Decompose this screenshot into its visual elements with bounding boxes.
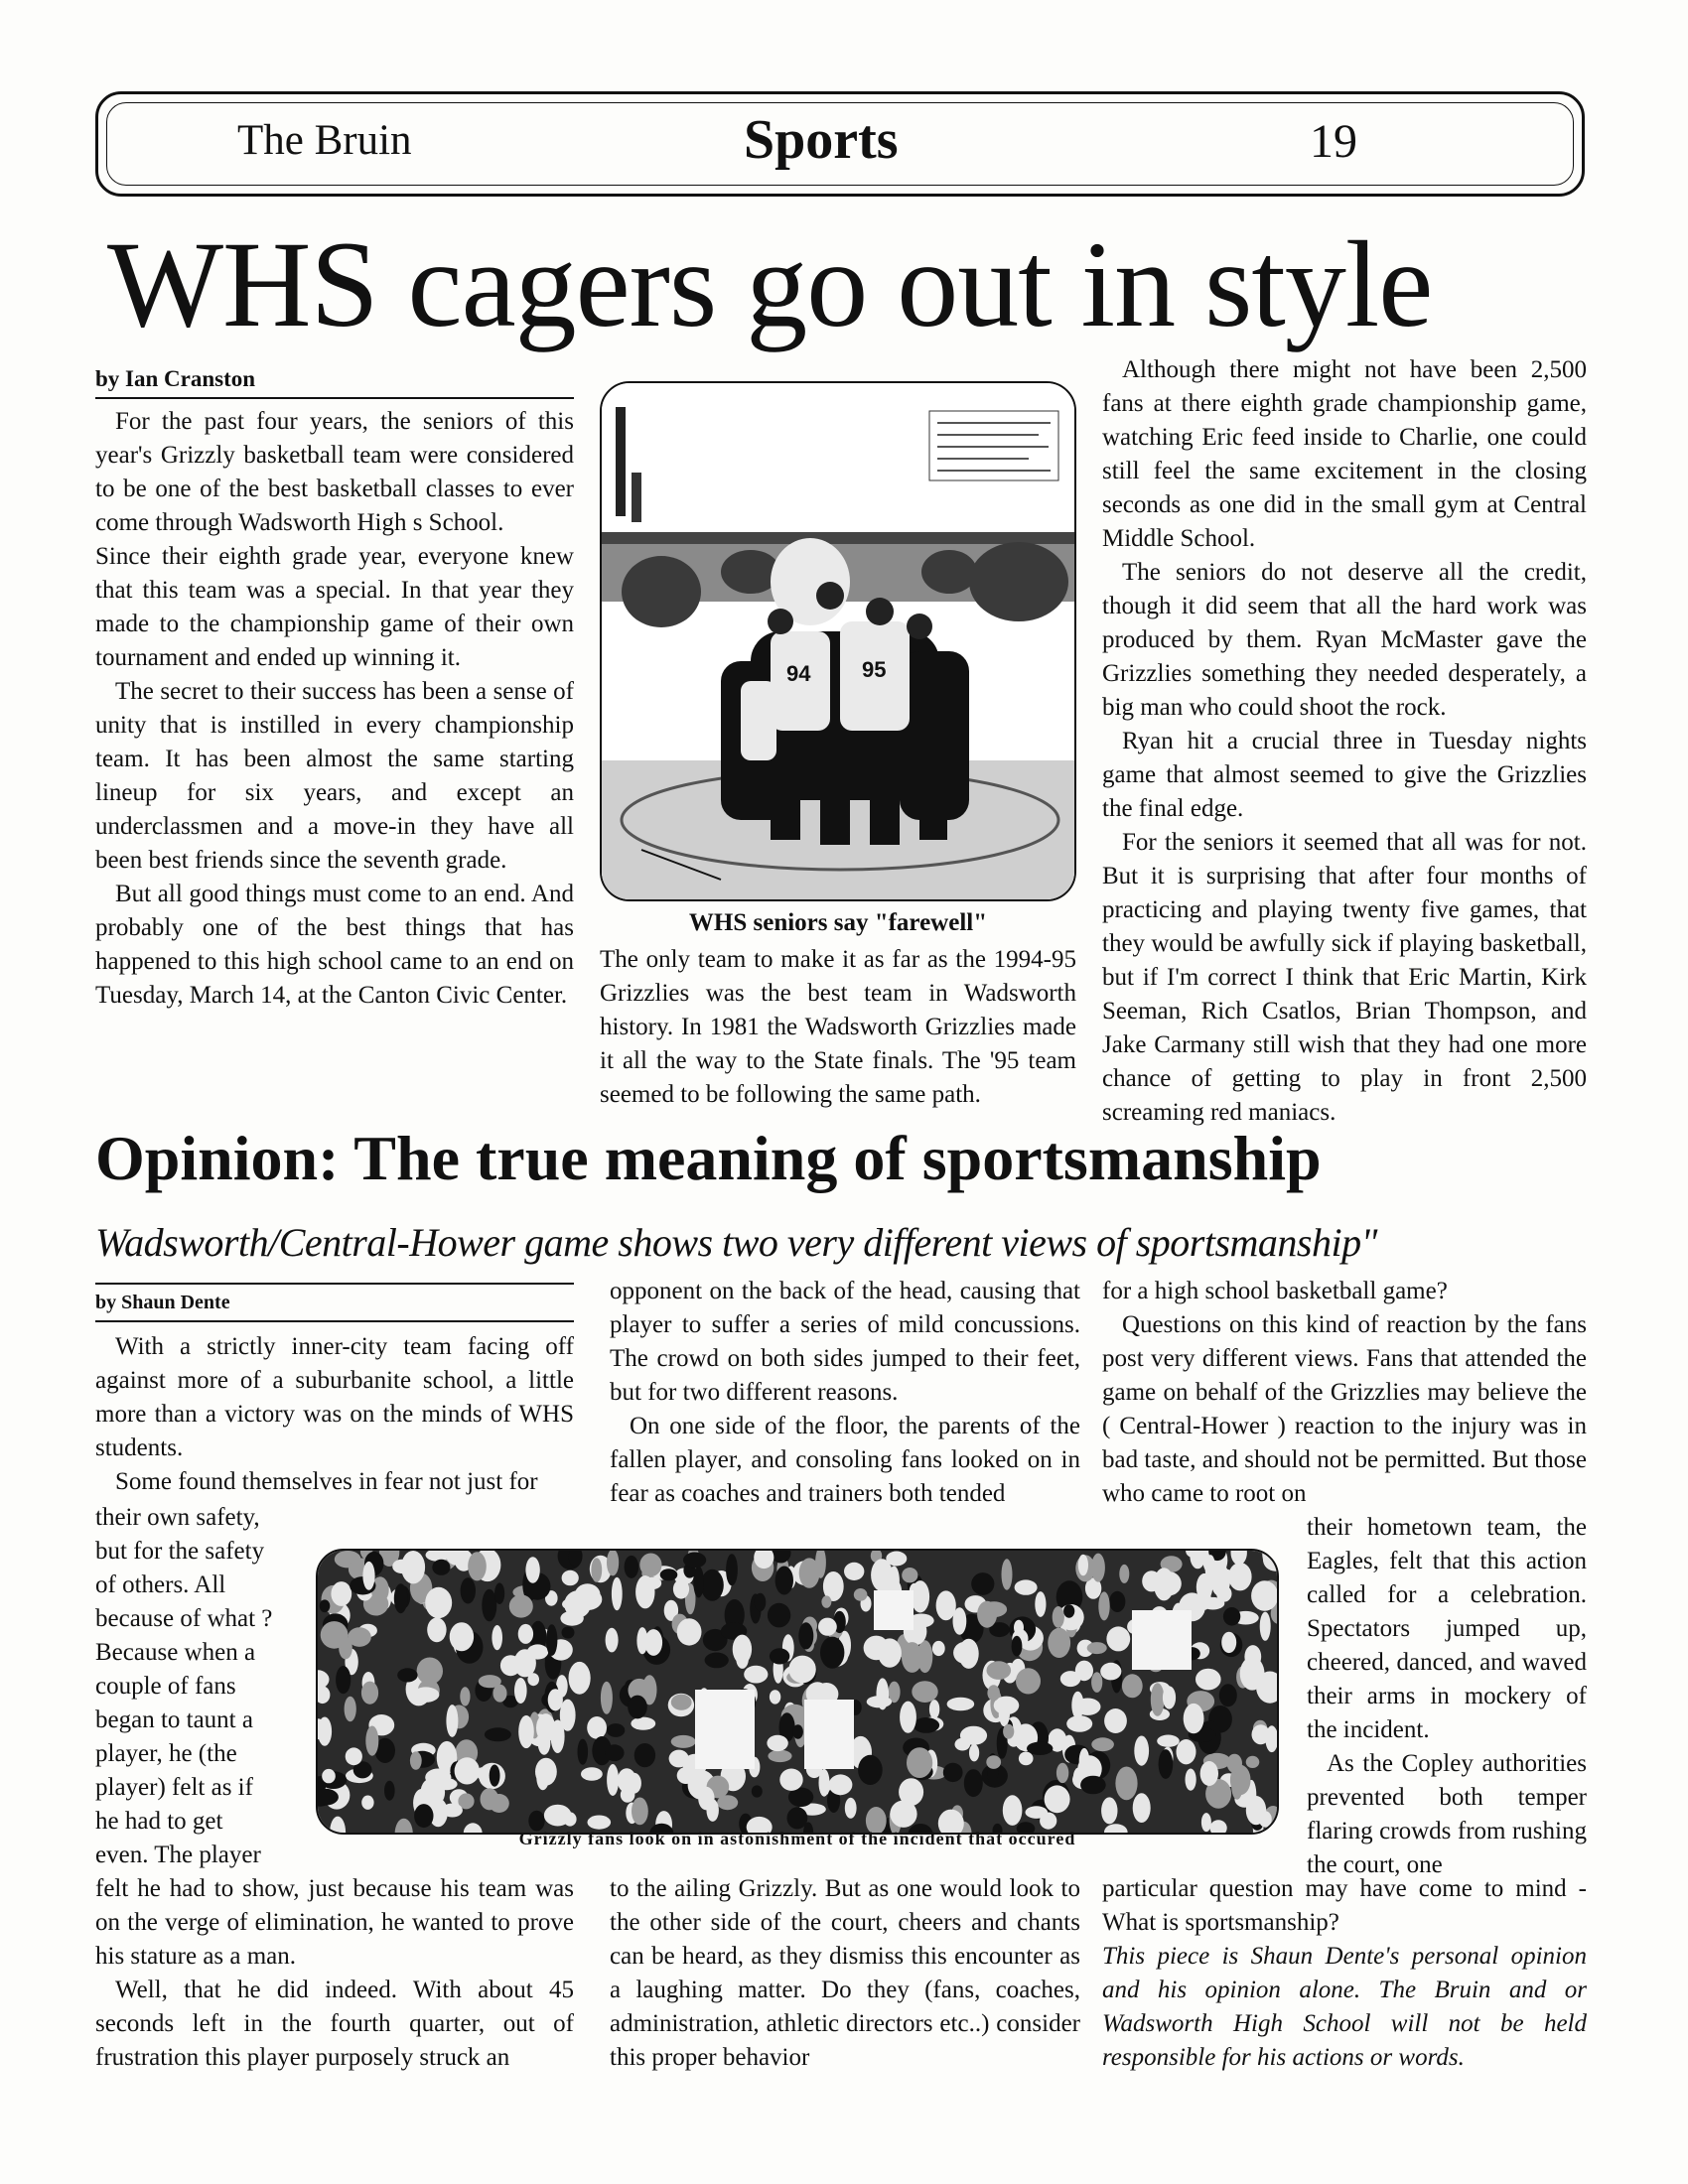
story2-column-1-top: [95, 1283, 574, 1499]
crowd-texture-blob: [627, 1773, 641, 1794]
paragraph: The only team to make it as far as the 1994-95 Grizzlies was the best team in Wadsworth history. In 1981 the Wadsworth Grizzlies made it all the way to the State finals. The '95 team seemed to be following the same path.: [600, 946, 1076, 1108]
crowd-texture-blob: [964, 1769, 983, 1797]
crowd-texture-blob: [336, 1666, 351, 1694]
crowd-texture-blob: [625, 1556, 639, 1578]
crowd-texture-blob: [518, 1624, 533, 1644]
crowd-texture-blob: [581, 1767, 603, 1781]
crowd-texture-blob: [1134, 1736, 1149, 1766]
crowd-texture-blob: [752, 1785, 763, 1797]
crowd-texture-blob: [914, 1717, 940, 1733]
story1-byline: by Ian Cranston: [95, 365, 574, 399]
fan-sign: [695, 1690, 755, 1769]
crowd-texture-blob: [1040, 1813, 1056, 1830]
crowd-texture-blob: [929, 1700, 939, 1718]
crowd-texture-blob: [902, 1568, 917, 1582]
crowd-texture-blob: [346, 1747, 362, 1765]
paragraph: particular question may have come to mind - What is sportsmanship?: [1102, 1875, 1587, 1936]
masthead-paper-name: The Bruin: [237, 117, 412, 164]
crowd-texture-blob: [969, 1744, 979, 1761]
crowd-texture-blob: [1003, 1724, 1014, 1739]
crowd-texture-blob: [485, 1727, 511, 1741]
crowd-texture-blob: [1210, 1565, 1230, 1597]
crowd-photo-illustration: [318, 1551, 1279, 1835]
crowd-texture-blob: [1246, 1756, 1260, 1768]
crowd-texture-blob: [536, 1765, 549, 1790]
crowd-texture-blob: [788, 1656, 815, 1684]
crowd-texture-blob: [384, 1781, 395, 1801]
crowd-texture-blob: [986, 1755, 1001, 1769]
crowd-texture-blob: [844, 1563, 864, 1580]
crowd-texture-blob: [932, 1641, 945, 1656]
crowd-texture-blob: [705, 1653, 729, 1669]
crowd-texture-blob: [605, 1744, 625, 1761]
crowd-texture-blob: [779, 1769, 802, 1791]
crowd-texture-blob: [1228, 1563, 1251, 1590]
crowd-texture-blob: [1045, 1785, 1070, 1813]
crowd-texture-blob: [1098, 1591, 1109, 1620]
crowd-texture-blob: [601, 1682, 613, 1714]
crowd-texture-blob: [698, 1787, 714, 1811]
crowd-texture-blob: [1159, 1749, 1174, 1779]
crowd-texture-blob: [643, 1577, 661, 1589]
paragraph: Since their eighth grade year, everyone knew that this team was a special. In that year they made to the championship game of their own tournament and ended up winning it.: [95, 543, 574, 671]
crowd-texture-blob: [1196, 1573, 1212, 1601]
crowd-texture-blob: [767, 1735, 787, 1751]
crowd-texture-blob: [460, 1687, 470, 1706]
paragraph: The seniors do not deserve all the credit, though it did seem that all the hard work was produced by them. Ryan McMaster gave the Grizzlies something they needed desperately, a big man who could shoot the rock.: [1102, 559, 1587, 721]
crowd-texture-blob: [1244, 1645, 1261, 1668]
story1-column-3: [1102, 353, 1587, 1130]
crowd-texture-blob: [858, 1755, 883, 1785]
crowd-texture-blob: [936, 1590, 956, 1620]
crowd-texture-blob: [562, 1626, 575, 1638]
crowd-texture-blob: [607, 1764, 619, 1796]
crowd-texture-blob: [644, 1629, 662, 1656]
crowd-texture-blob: [318, 1717, 332, 1746]
crowd-texture-blob: [669, 1750, 689, 1768]
crowd-texture-blob: [1200, 1761, 1218, 1786]
crowd-texture-blob: [546, 1624, 557, 1656]
crowd-texture-blob: [494, 1582, 504, 1604]
masthead-page-number: 19: [1310, 115, 1357, 168]
story1-col1-text: [95, 405, 574, 1013]
crowd-texture-blob: [634, 1743, 655, 1767]
crowd-texture-blob: [362, 1562, 374, 1590]
crowd-texture-blob: [878, 1638, 902, 1667]
crowd-texture-blob: [427, 1617, 446, 1642]
crowd-texture-blob: [492, 1625, 502, 1650]
crowd-texture-blob: [1091, 1737, 1114, 1751]
crowd-texture-blob: [588, 1816, 612, 1830]
crowd-texture-blob: [987, 1661, 1012, 1680]
crowd-texture-blob: [525, 1557, 539, 1582]
crowd-texture-blob: [432, 1560, 450, 1575]
crowd-texture-blob: [509, 1594, 533, 1617]
crowd-texture-blob: [1056, 1763, 1068, 1783]
seniors-photo-caption: WHS seniors say "farewell": [688, 909, 988, 936]
svg-text:94: 94: [786, 661, 811, 686]
crowd-texture-blob: [744, 1666, 768, 1684]
crowd-texture-blob: [461, 1577, 476, 1603]
crowd-texture-blob: [899, 1778, 923, 1806]
crowd-texture-blob: [514, 1678, 527, 1704]
crowd-texture-blob: [1259, 1811, 1272, 1827]
crowd-texture-blob: [726, 1554, 738, 1585]
paragraph: The secret to their success has been a sense of unity that is instilled in every championship team. It has been almost the same starting lineup for six years, and except an underclassmen and a move-in they have all been best friends since the seventh grade.: [95, 678, 574, 874]
crowd-texture-blob: [436, 1778, 458, 1790]
crowd-texture-blob: [671, 1695, 692, 1710]
crowd-texture-blob: [321, 1621, 349, 1649]
crowd-texture-blob: [587, 1716, 607, 1739]
masthead-section-name: Sports: [744, 109, 899, 171]
crowd-texture-blob: [322, 1769, 336, 1783]
masthead-banner: [95, 91, 1585, 197]
crowd-texture-blob: [1087, 1642, 1107, 1654]
crowd-texture-blob: [320, 1599, 331, 1612]
paragraph: With a strictly inner-city team facing off against more of a suburbanite school, a little more than a victory was on the minds of WHS students.: [95, 1333, 574, 1461]
crowd-texture-blob: [481, 1788, 499, 1810]
crowd-texture-blob: [607, 1723, 625, 1737]
crowd-texture-blob: [569, 1662, 591, 1695]
fan-sign: [874, 1590, 914, 1630]
crowd-texture-blob: [414, 1804, 433, 1828]
crowd-texture-blob: [1002, 1559, 1013, 1589]
crowd-texture-blob: [867, 1696, 892, 1707]
crowd-texture-blob: [536, 1713, 555, 1742]
story2-column-3-wrap: [1307, 1511, 1587, 1882]
crowd-texture-blob: [1015, 1579, 1038, 1594]
crowd-texture-blob: [1060, 1671, 1081, 1687]
paragraph: felt he had to show, just because his team was on the verge of elimination, he wanted to prove his stature as a man.: [95, 1875, 574, 1970]
paragraph: For the seniors it seemed that all was for not. But it is surprising that after four months of practicing and playing twenty five games, that they would be awfully sick if playing basketball, but if I'm correct I think that Eric Martin, Kirk Seeman, Rich Csatlos, Brian Thompson, and Jake Carmany still wish that they had one more chance of getting to play in front 2,500 screaming red maniacs.: [1102, 829, 1587, 1126]
paragraph: On one side of the floor, the parents of the fallen player, and consoling fans looked on in fear as coaches and trainers both tended: [610, 1413, 1080, 1507]
crowd-texture-blob: [1219, 1684, 1237, 1706]
crowd-texture-blob: [1080, 1776, 1106, 1795]
crowd-texture-blob: [479, 1675, 501, 1688]
paragraph: to the ailing Grizzly. But as one would look to the other side of the court, cheers and chants can be heard, as they dismiss this encounter as a laughing matter. Do they (fans, coaches, administration, athletic directors etc..) consider this proper behavior: [610, 1875, 1080, 2071]
crowd-texture-blob: [632, 1798, 648, 1826]
crowd-texture-blob: [442, 1804, 463, 1818]
crowd-texture-blob: [1231, 1772, 1242, 1800]
crowd-texture-blob: [548, 1689, 563, 1710]
crowd-texture-blob: [397, 1668, 417, 1682]
crowd-texture-blob: [1133, 1793, 1151, 1823]
crowd-texture-blob: [1109, 1591, 1125, 1612]
crowd-texture-blob: [1014, 1620, 1024, 1636]
crowd-texture-blob: [1012, 1636, 1023, 1657]
crowd-texture-blob: [947, 1698, 975, 1710]
crowd-texture-blob: [768, 1603, 790, 1628]
crowd-texture-blob: [1071, 1692, 1083, 1719]
paragraph: Questions on this kind of reaction by the fans post very different views. Fans that attended the game on behalf of the Grizzlies may believe the ( Central-Hower ) reaction to the injury was in bad taste, and should not be permitted. But those who came to root on: [1102, 1311, 1587, 1507]
crowd-texture-blob: [446, 1705, 458, 1737]
crowd-fans-photo: [316, 1549, 1279, 1835]
crowd-texture-blob: [1019, 1752, 1034, 1766]
story2-headline: Opinion: The true meaning of sportsmanship: [95, 1123, 1322, 1193]
crowd-texture-blob: [1048, 1628, 1070, 1658]
crowd-texture-blob: [518, 1715, 534, 1748]
crowd-texture-blob: [1063, 1604, 1074, 1618]
crowd-texture-blob: [527, 1644, 548, 1659]
crowd-texture-blob: [1223, 1607, 1240, 1626]
crowd-texture-blob: [1101, 1797, 1117, 1824]
seniors-huddle-photo: [600, 381, 1076, 901]
crowd-texture-blob: [787, 1807, 808, 1829]
crowd-texture-blob: [1115, 1767, 1137, 1801]
crowd-texture-blob: [1119, 1565, 1129, 1583]
crowd-texture-blob: [1122, 1674, 1143, 1698]
crowd-texture-blob: [331, 1581, 352, 1606]
crowd-texture-blob: [999, 1699, 1010, 1726]
crowd-texture-blob: [818, 1618, 837, 1636]
crowd-texture-blob: [829, 1774, 853, 1795]
crowd-texture-blob: [544, 1805, 572, 1827]
crowd-texture-blob: [562, 1598, 583, 1610]
crowd-texture-blob: [755, 1593, 767, 1611]
crowd-texture-blob: [631, 1717, 655, 1730]
crowd-texture-blob: [677, 1618, 702, 1645]
crowd-texture-blob: [671, 1735, 696, 1748]
crowd-texture-blob: [361, 1682, 378, 1705]
crowd-texture-blob: [1163, 1686, 1176, 1708]
crowd-texture-blob: [900, 1702, 916, 1733]
crowd-texture-blob: [955, 1738, 971, 1751]
crowd-texture-blob: [912, 1580, 930, 1612]
crowd-texture-blob: [468, 1552, 487, 1580]
crowd-texture-blob: [1016, 1668, 1041, 1694]
crowd-texture-blob: [1053, 1606, 1064, 1628]
story1-column-2: [600, 943, 1076, 1112]
paragraph: Although there might not have been 2,500 fans at there eighth grade championship game, watching Eric feed inside to Charlie, one could still feel the same excitement in the closing seconds as one did in the small gym at Central Middle School.: [1102, 356, 1587, 552]
crowd-texture-blob: [943, 1763, 963, 1782]
paragraph: As the Copley authorities prevented both temper flaring crowds from rushing the court, one: [1307, 1750, 1587, 1878]
crowd-texture-blob: [845, 1798, 857, 1819]
crowd-texture-blob: [775, 1567, 793, 1595]
crowd-texture-blob: [1035, 1591, 1046, 1617]
crowd-texture-blob: [971, 1572, 994, 1595]
crowd-texture-blob: [1260, 1612, 1271, 1641]
crowd-texture-blob: [912, 1681, 937, 1703]
crowd-texture-blob: [410, 1751, 422, 1769]
crowd-texture-blob: [1157, 1735, 1180, 1747]
crowd-texture-blob: [1227, 1754, 1242, 1773]
paragraph: Some found themselves in fear not just for: [115, 1468, 538, 1495]
story2-column-3-top: [1102, 1275, 1587, 1511]
crowd-texture-blob: [770, 1690, 780, 1704]
crowd-texture-blob: [701, 1570, 724, 1601]
crowd-texture-blob: [490, 1765, 500, 1787]
story2-column-3-bottom: [1102, 1872, 1587, 2075]
crowd-photo-caption: Grizzly fans look on in astonishment of the incident that occured: [518, 1829, 1076, 1848]
fan-sign: [1132, 1610, 1192, 1670]
crowd-texture-blob: [1100, 1663, 1121, 1681]
crowd-texture-blob: [578, 1739, 589, 1765]
fan-sign: [804, 1700, 854, 1769]
crowd-texture-blob: [1106, 1626, 1130, 1651]
crowd-texture-blob: [345, 1697, 356, 1721]
crowd-texture-blob: [1221, 1632, 1236, 1653]
crowd-texture-blob: [606, 1628, 619, 1653]
story2-column-2-top: [610, 1275, 1080, 1511]
crowd-texture-blob: [1157, 1571, 1182, 1595]
crowd-texture-blob: [987, 1685, 1000, 1701]
paragraph: for a high school basketball game?: [1102, 1278, 1448, 1304]
crowd-texture-blob: [959, 1639, 979, 1669]
story2-byline: by Shaun Dente: [95, 1283, 574, 1322]
paragraph: opponent on the back of the head, causing that player to suffer a series of mild concussions. The crowd on both sides jumped to their feet, but for two different reasons.: [610, 1278, 1080, 1406]
crowd-texture-blob: [365, 1726, 378, 1756]
crowd-texture-blob: [1003, 1795, 1023, 1826]
paragraph: their own safety, but for the safety of others. All because of what ? Because when a couple of fans began to taunt a player, he (the player) felt as if he had to get even. The player: [95, 1504, 273, 1868]
crowd-texture-blob: [1078, 1555, 1088, 1576]
paragraph: Ryan hit a crucial three in Tuesday nights game that almost seemed to give the Grizzlies the final edge.: [1102, 728, 1587, 822]
crowd-texture-blob: [1186, 1769, 1196, 1791]
crowd-texture-blob: [981, 1601, 1007, 1617]
crowd-texture-blob: [1091, 1672, 1102, 1693]
crowd-texture-blob: [770, 1648, 789, 1664]
svg-text:95: 95: [862, 657, 887, 682]
crowd-texture-blob: [821, 1595, 831, 1607]
crowd-texture-blob: [683, 1553, 706, 1569]
crowd-texture-blob: [733, 1635, 752, 1664]
crowd-texture-blob: [612, 1577, 623, 1611]
paragraph: Well, that he did indeed. With about 45 seconds left in the fourth quarter, out of frustration this player purposely struck an: [95, 1977, 574, 2071]
crowd-texture-blob: [450, 1622, 474, 1651]
crowd-texture-blob: [1196, 1669, 1221, 1691]
crowd-texture-blob: [1177, 1739, 1196, 1764]
crowd-texture-blob: [591, 1558, 602, 1582]
crowd-texture-blob: [628, 1696, 647, 1719]
crowd-texture-blob: [1251, 1580, 1278, 1611]
crowd-texture-blob: [1184, 1704, 1204, 1733]
crowd-texture-blob: [392, 1560, 411, 1573]
crowd-texture-blob: [412, 1687, 439, 1702]
paragraph: But all good things must come to an end. And probably one of the best things that has happened to this high school came to an end on Tuesday, March 14, at the Canton Civic Center.: [95, 881, 574, 1009]
story2-column-1-bottom: [95, 1872, 574, 2075]
crowd-texture-blob: [417, 1658, 443, 1685]
crowd-texture-blob: [768, 1750, 791, 1762]
crowd-texture-blob: [425, 1587, 452, 1618]
crowd-texture-blob: [673, 1579, 689, 1599]
story2-col1-top-text: [95, 1330, 574, 1499]
disclaimer-note: This piece is Shaun Dente's personal opinion and his opinion alone. The Bruin and or Wadsworth High School will not be held responsible for his actions or words.: [1102, 1943, 1587, 2071]
story2-column-1-wrap: [95, 1501, 278, 1872]
crowd-texture-blob: [819, 1769, 830, 1797]
crowd-texture-blob: [361, 1796, 373, 1810]
crowd-texture-blob: [1104, 1708, 1127, 1733]
crowd-texture-blob: [792, 1724, 803, 1738]
crowd-texture-blob: [562, 1570, 579, 1586]
story1-headline: WHS cagers go out in style: [107, 216, 1433, 352]
crowd-texture-blob: [1252, 1724, 1270, 1744]
crowd-texture-blob: [1151, 1683, 1165, 1716]
crowd-texture-blob: [798, 1622, 813, 1649]
paragraph: For the past four years, the seniors of this year's Grizzly basketball team were considered to be one of the best basketball classes to ever come through Wadsworth High s School.: [95, 408, 574, 536]
paragraph: their hometown team, the Eagles, felt that this action called for a celebration. Spectators jumped up, cheered, danced, and waved their arms in mockery of the incident.: [1307, 1514, 1587, 1743]
crowd-texture-blob: [902, 1642, 922, 1673]
crowd-texture-blob: [500, 1655, 521, 1676]
story2-subheadline: Wadsworth/Central-Hower game shows two very different views of sportsmanship": [95, 1220, 1377, 1265]
crowd-texture-blob: [1027, 1742, 1053, 1755]
story1-column-1: [95, 365, 574, 1013]
crowd-texture-blob: [660, 1569, 678, 1580]
crowd-texture-blob: [820, 1637, 844, 1669]
crowd-texture-blob: [907, 1747, 932, 1778]
story2-column-2-bottom: [610, 1872, 1080, 2075]
huddle-photo-illustration: [602, 383, 1076, 901]
crowd-texture-blob: [871, 1559, 893, 1591]
crowd-texture-blob: [1066, 1715, 1092, 1732]
crowd-texture-blob: [455, 1757, 480, 1784]
crowd-texture-blob: [639, 1554, 661, 1577]
crowd-texture-blob: [854, 1588, 868, 1601]
crowd-texture-blob: [394, 1583, 408, 1613]
